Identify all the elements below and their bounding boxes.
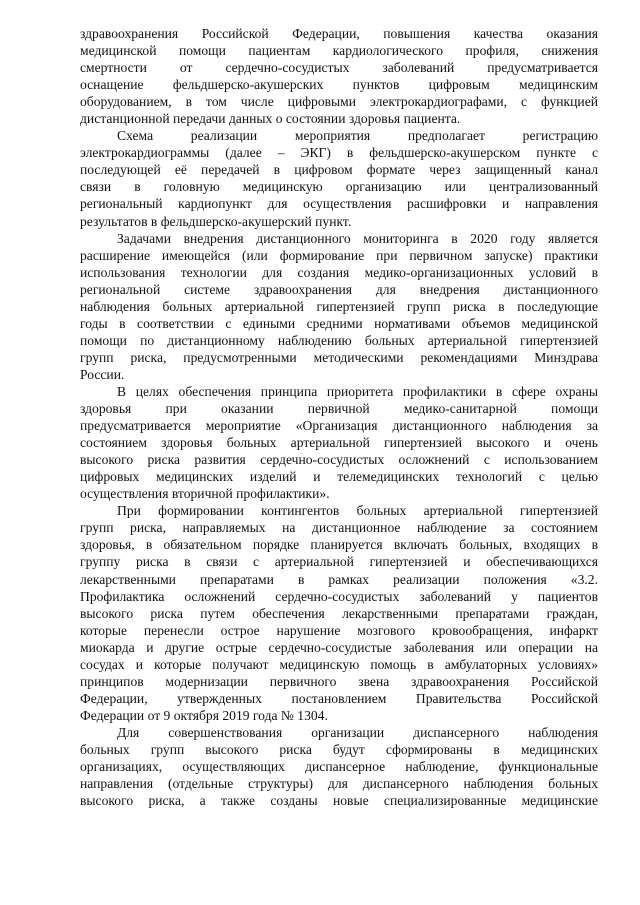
text-line: больных групп высокого риска будут сформированы в медицинских — [80, 741, 598, 757]
text-line: региональный кардиопункт для осуществления расшифровки и направления — [80, 196, 598, 212]
document-body — [80, 25, 598, 809]
text-line: высокого риска развития сердечно-сосудистых осложнений с использованием — [80, 452, 598, 468]
text-line: результатов в фельдшерско-акушерский пункт. — [80, 213, 352, 229]
text-line: Для совершенствования организации диспансерного наблюдения — [117, 724, 598, 740]
text-line: принципов модернизации первичного звена здравоохранения Российской — [80, 673, 598, 689]
paragraph — [80, 230, 598, 383]
text-line: использования технологии для создания медико-организационных условий в — [80, 264, 598, 280]
text-line: смертности от сердечно-сосудистых заболеваний предусматривается — [80, 60, 598, 76]
text-line: миокарда и другие острые сердечно-сосудистые заболевания или операции на — [80, 639, 598, 655]
text-line: медицинской помощи пациентам кардиологического профиля, снижения — [80, 43, 598, 59]
text-line: здоровья, в обязательном порядке планируется включать больных, входящих в — [80, 537, 598, 553]
text-line: здравоохранения Российской Федерации, повышения качества оказания — [80, 26, 598, 41]
text-line: групп риска, направляемых на дистанционное наблюдение за состоянием — [80, 520, 598, 536]
text-line: электрокардиограммы (далее – ЭКГ) в фельдшерско-акушерском пункте с — [80, 145, 598, 161]
text-line: России. — [80, 366, 125, 382]
text-line: предусматривается мероприятие «Организация дистанционного наблюдения за — [80, 418, 598, 434]
text-line: Схема реализации мероприятия предполагает регистрацию — [117, 128, 598, 144]
text-line: состоянием здоровья больных артериальной гипертензией высокого и очень — [80, 435, 598, 451]
text-line: Федерации от 9 октября 2019 года № 1304. — [80, 707, 328, 723]
text-line: оборудованием, в том числе цифровыми электрокардиографами, с функцией — [80, 94, 598, 110]
paragraph — [80, 25, 598, 127]
text-line: сосудах и которые получают медицинскую помощь в амбулаторных условиях» — [80, 656, 598, 672]
text-line: расширение имеющейся (или формирование при первичном запуске) практики — [80, 247, 598, 263]
text-line: Федерации, утвержденных постановлением Правительства Российской — [80, 690, 598, 706]
text-line: высокого риска, а также созданы новые специализированные медицинские — [80, 793, 598, 809]
text-line: наблюдения больных артериальной гипертензией групп риска в последующие — [80, 298, 598, 314]
text-line: направления (отдельные структуры) для диспансерного наблюдения больных — [80, 776, 598, 792]
text-line: цифровых медицинских изделий и телемедицинских технологий с целью — [80, 469, 598, 485]
text-line: В целях обеспечения принципа приоритета профилактики в сфере охраны — [117, 383, 598, 399]
text-line: Задачами внедрения дистанционного мониторинга в 2020 году является — [117, 230, 598, 246]
text-line: связи в головную медицинскую организацию или централизованный — [80, 179, 598, 195]
text-line: При формировании контингентов больных артериальной гипертензией — [117, 503, 598, 519]
text-line: организациях, осуществляющих диспансерное наблюдение, функциональные — [80, 759, 598, 775]
text-line: высокого риска путем обеспечения лекарственными препаратами граждан, — [80, 605, 598, 621]
text-line: группу риска в связи с артериальной гипертензией и обеспечивающихся — [80, 554, 598, 570]
text-line: здоровья при оказании первичной медико-санитарной помощи — [80, 401, 598, 417]
paragraph — [80, 127, 598, 229]
text-line: Профилактика осложнений сердечно-сосудистых заболеваний у пациентов — [80, 588, 598, 604]
text-line: дистанционной передачи данных о состоянии здоровья пациента. — [80, 111, 461, 127]
paragraph — [80, 383, 598, 502]
text-line: групп риска, предусмотренными методическими рекомендациями Минздрава — [80, 349, 598, 365]
text-line: лекарственными препаратами в рамках реализации положения «3.2. — [80, 571, 598, 587]
text-line: оснащение фельдшерско-акушерских пунктов цифровым медицинским — [80, 77, 598, 93]
text-line: помощи по дистанционному наблюдению больных артериальной гипертензией — [80, 332, 598, 348]
paragraph — [80, 724, 598, 809]
text-line: последующей её передачей в цифровом формате через защищенный канал — [80, 162, 598, 178]
paragraph — [80, 502, 598, 724]
text-line: годы в соответствии с едиными средними нормативами объемов медицинской — [80, 315, 598, 331]
text-line: региональной системе здравоохранения для внедрения дистанционного — [80, 281, 598, 297]
text-line: осуществления вторичной профилактики». — [80, 486, 330, 502]
text-line: которые перенесли острое нарушение мозгового кровообращения, инфаркт — [80, 622, 598, 638]
